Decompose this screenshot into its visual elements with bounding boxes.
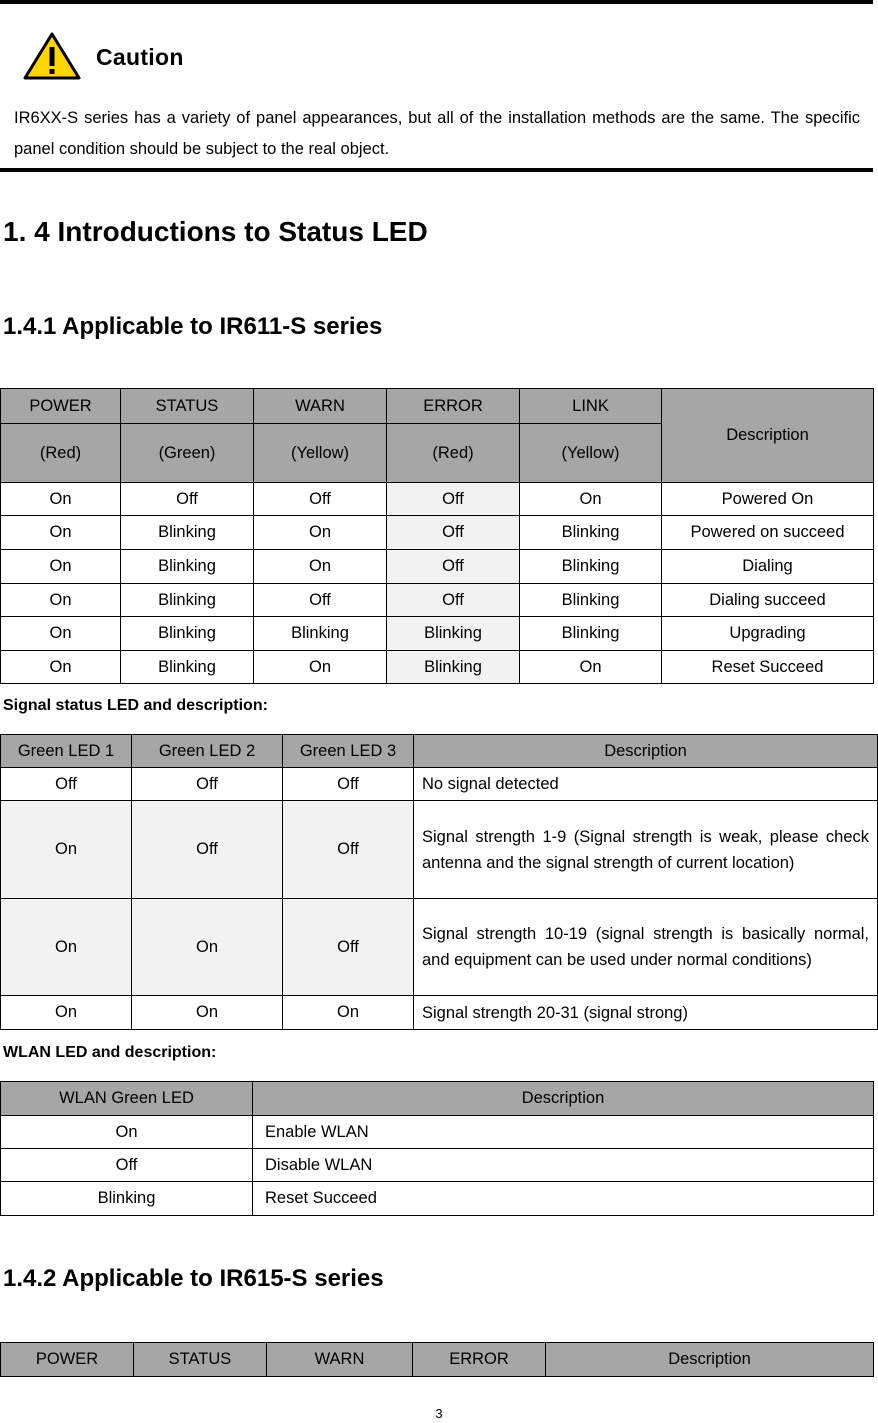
table-row: [1, 483, 874, 516]
table-row: [1, 550, 874, 584]
page-number: 3: [435, 1406, 443, 1421]
table-cell: On: [132, 996, 283, 1030]
table-cell: Blinking: [520, 584, 662, 617]
table-cell: Reset Succeed: [662, 651, 874, 684]
section-title: 1. 4 Introductions to Status LED: [3, 216, 428, 247]
table-cell: Off: [1, 1149, 253, 1182]
header-cell: Description: [662, 389, 874, 483]
table-cell: Off: [387, 516, 520, 550]
table-cell: Off: [387, 584, 520, 617]
table-cell: Powered on succeed: [662, 516, 874, 550]
table-cell: Signal strength 1-9 (Signal strength is weak, please check antenna and the signal strength of current location): [414, 801, 878, 899]
table-cell: Reset Succeed: [253, 1182, 874, 1216]
table-cell: Blinking: [520, 516, 662, 550]
table-cell: Off: [132, 768, 283, 801]
header-cell: WLAN Green LED: [1, 1082, 253, 1116]
table-cell: Blinking: [121, 651, 254, 684]
table-cell: On: [132, 899, 283, 996]
table-cell: On: [1, 483, 121, 516]
table-cell: Signal strength 20-31 (signal strong): [414, 996, 878, 1030]
ir615-led-table: [0, 1342, 874, 1377]
table-row: [1, 516, 874, 550]
signal-led-table: [0, 734, 878, 1030]
table-row: [1, 1182, 874, 1216]
header-cell: (Red): [1, 424, 121, 483]
table-cell: Enable WLAN: [253, 1116, 874, 1149]
bottom-rule: [0, 168, 873, 172]
signal-led-label: Signal status LED and description:: [3, 697, 268, 714]
ir611-subsection-title: 1.4.1 Applicable to IR611-S series: [3, 313, 383, 340]
header-cell: STATUS: [121, 389, 254, 424]
table-cell: Off: [283, 899, 414, 996]
table-cell: Off: [387, 483, 520, 516]
table-cell: Off: [254, 483, 387, 516]
table-cell: On: [254, 516, 387, 550]
table-cell: Dialing: [662, 550, 874, 584]
table-row: [1, 584, 874, 617]
header-cell: WARN: [267, 1343, 413, 1377]
header-cell: Green LED 2: [132, 735, 283, 768]
table-header-row: [1, 735, 878, 768]
table-cell: Blinking: [254, 617, 387, 651]
table-cell: On: [520, 651, 662, 684]
table-cell: On: [1, 1116, 253, 1149]
header-cell: ERROR: [387, 389, 520, 424]
ir615-subsection-title: 1.4.2 Applicable to IR615-S series: [3, 1265, 384, 1292]
table-cell: Blinking: [1, 1182, 253, 1216]
header-cell: Description: [546, 1343, 874, 1377]
table-cell: Off: [1, 768, 132, 801]
header-cell: (Yellow): [254, 424, 387, 483]
table-cell: Upgrading: [662, 617, 874, 651]
table-row: [1, 899, 878, 996]
table-row: [1, 996, 878, 1030]
header-cell: Green LED 3: [283, 735, 414, 768]
header-cell: (Green): [121, 424, 254, 483]
header-cell: (Red): [387, 424, 520, 483]
table-cell: Blinking: [520, 617, 662, 651]
table-row: [1, 1149, 874, 1182]
table-cell: Blinking: [121, 516, 254, 550]
table-cell: Off: [283, 801, 414, 899]
table-row: [1, 617, 874, 651]
table-cell: No signal detected: [414, 768, 878, 801]
table-header-row: [1, 389, 874, 424]
table-cell: Powered On: [662, 483, 874, 516]
table-cell: On: [1, 801, 132, 899]
header-cell: (Yellow): [520, 424, 662, 483]
table-cell: On: [254, 651, 387, 684]
header-cell: LINK: [520, 389, 662, 424]
table-cell: Off: [121, 483, 254, 516]
table-cell: Blinking: [121, 617, 254, 651]
table-cell: Blinking: [121, 584, 254, 617]
table-cell: Blinking: [121, 550, 254, 584]
caution-title: Caution: [96, 44, 184, 70]
table-cell: On: [1, 516, 121, 550]
table-cell: Off: [387, 550, 520, 584]
table-cell: On: [1, 617, 121, 651]
wlan-led-table: [0, 1081, 874, 1216]
header-cell: POWER: [1, 389, 121, 424]
table-header-row: [1, 1082, 874, 1116]
table-cell: On: [1, 899, 132, 996]
table-cell: Blinking: [387, 617, 520, 651]
table-row: [1, 768, 878, 801]
header-cell: POWER: [1, 1343, 134, 1377]
warning-triangle-icon: [22, 31, 82, 81]
table-cell: Signal strength 10-19 (signal strength is basically normal, and equipment can be used under normal conditions): [414, 899, 878, 996]
wlan-led-label: WLAN LED and description:: [3, 1044, 217, 1061]
table-cell: Off: [283, 768, 414, 801]
table-row: [1, 801, 878, 899]
top-rule: [0, 0, 873, 4]
header-cell: STATUS: [134, 1343, 267, 1377]
table-cell: Off: [132, 801, 283, 899]
caution-text: IR6XX-S series has a variety of panel appearances, but all of the installation methods are the same. The specific panel condition should be subject to the real object.: [14, 109, 860, 158]
table-cell: On: [1, 651, 121, 684]
header-cell: Description: [414, 735, 878, 768]
table-row: [1, 651, 874, 684]
table-cell: Off: [254, 584, 387, 617]
table-cell: On: [1, 996, 132, 1030]
table-cell: On: [520, 483, 662, 516]
table-row: [1, 1116, 874, 1149]
table-cell: On: [1, 550, 121, 584]
table-cell: On: [1, 584, 121, 617]
table-cell: Blinking: [387, 651, 520, 684]
header-cell: Green LED 1: [1, 735, 132, 768]
table-cell: Dialing succeed: [662, 584, 874, 617]
table-cell: On: [254, 550, 387, 584]
table-cell: On: [283, 996, 414, 1030]
table-header-row: [1, 1343, 874, 1377]
table-cell: Blinking: [520, 550, 662, 584]
table-cell: Disable WLAN: [253, 1149, 874, 1182]
header-cell: ERROR: [413, 1343, 546, 1377]
header-cell: Description: [253, 1082, 874, 1116]
header-cell: WARN: [254, 389, 387, 424]
ir611-led-table: [0, 388, 874, 684]
